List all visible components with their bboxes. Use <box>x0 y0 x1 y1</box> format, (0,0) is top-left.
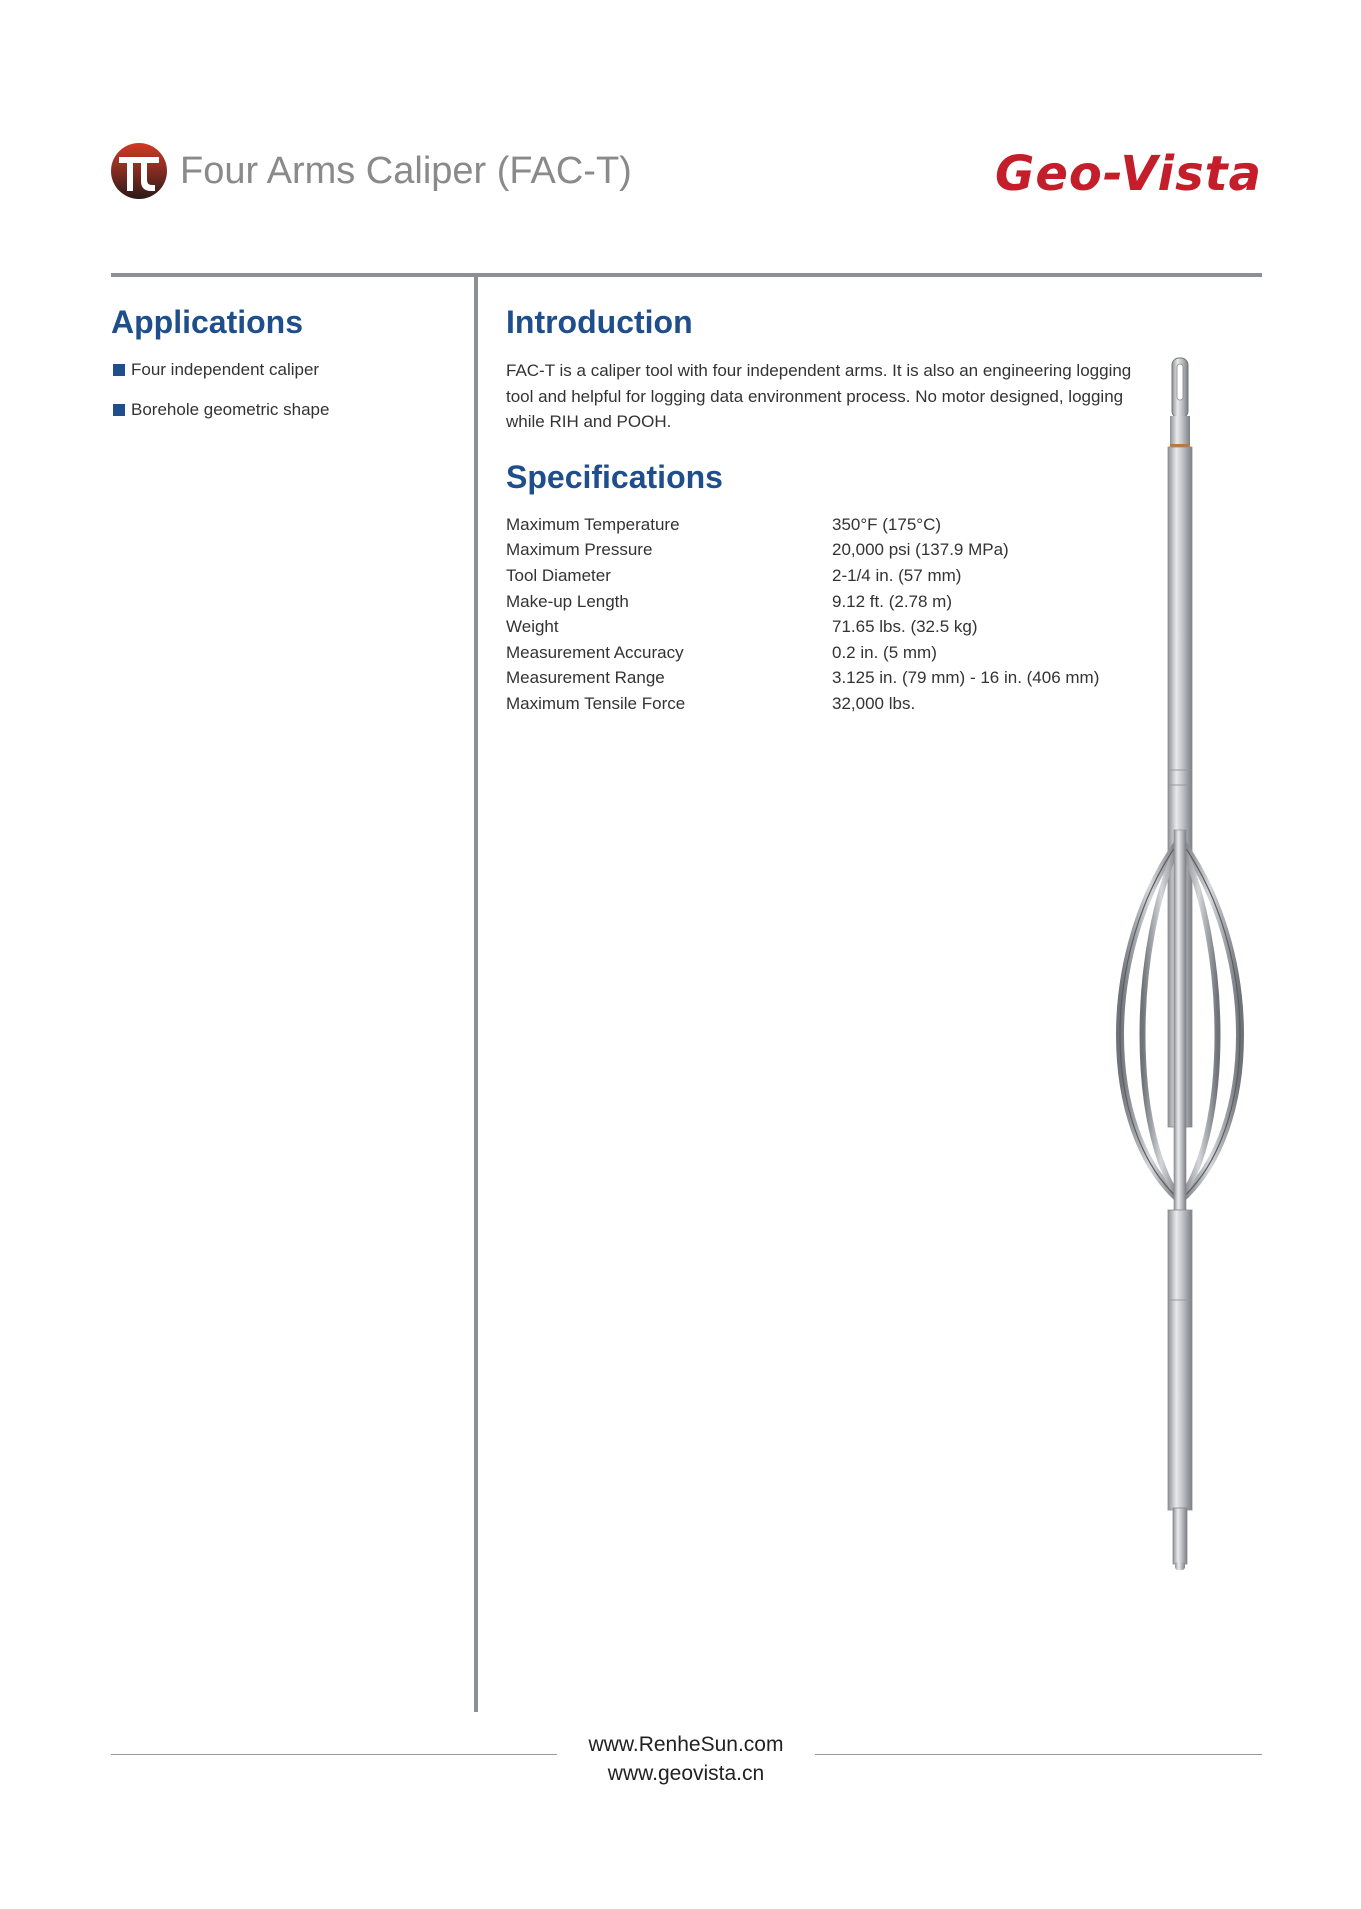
spec-value: 32,000 lbs. <box>832 693 916 713</box>
spec-label: Tool Diameter <box>506 565 611 585</box>
table-row <box>506 589 1099 615</box>
list-item-label: Four independent caliper <box>131 360 320 379</box>
spec-label: Maximum Pressure <box>506 540 653 560</box>
spec-value: 9.12 ft. (2.78 m) <box>832 591 952 611</box>
square-bullet-icon <box>113 364 125 376</box>
table-row <box>506 563 1099 589</box>
spec-value: 3.125 in. (79 mm) - 16 in. (406 mm) <box>832 668 1100 688</box>
introduction-text: FAC-T is a caliper tool with four independent arms. It is also an engineering logging tool and helpful for logging data environment process. No motor designed, logging while RIH and POOH. <box>506 361 1132 431</box>
footer-divider-right <box>815 1754 1262 1755</box>
spec-value: 350°F (175°C) <box>832 514 942 534</box>
square-bullet-icon <box>113 404 125 416</box>
spec-value: 0.2 in. (5 mm) <box>832 642 937 662</box>
applications-heading: Applications <box>111 304 304 340</box>
table-row <box>506 538 1099 564</box>
list-item <box>113 398 329 422</box>
introduction-heading: Introduction <box>506 304 693 340</box>
spec-value: 2-1/4 in. (57 mm) <box>832 565 962 585</box>
spec-value: 71.65 lbs. (32.5 kg) <box>832 617 978 637</box>
footer-link-geovista[interactable]: www.geovista.cn <box>607 1762 765 1785</box>
page-title: Four Arms Caliper (FAC-T) <box>180 150 632 192</box>
table-row <box>506 691 1099 717</box>
footer-links <box>560 1730 812 1788</box>
header-divider <box>111 273 1262 277</box>
renhesun-logo-icon <box>110 142 168 200</box>
spec-label: Weight <box>506 617 559 637</box>
column-divider <box>474 277 478 1712</box>
spec-label: Measurement Accuracy <box>506 642 684 662</box>
caliper-tool-image <box>1100 350 1260 1576</box>
brand-logo: Geo-Vista <box>994 146 1262 202</box>
spec-label: Make-up Length <box>506 591 629 611</box>
table-row <box>506 666 1099 692</box>
specifications-heading: Specifications <box>506 459 723 495</box>
spec-value: 20,000 psi (137.9 MPa) <box>832 540 1009 560</box>
specifications-table <box>506 512 1099 717</box>
applications-list <box>113 358 329 438</box>
list-item <box>113 358 329 382</box>
list-item-label: Borehole geometric shape <box>131 400 330 419</box>
table-row <box>506 512 1099 538</box>
spec-label: Maximum Temperature <box>506 514 680 534</box>
spec-label: Measurement Range <box>506 668 665 688</box>
footer-divider-left <box>111 1754 557 1755</box>
table-row <box>506 640 1099 666</box>
footer-link-renhesun[interactable]: www.RenheSun.com <box>588 1733 784 1756</box>
spec-label: Maximum Tensile Force <box>506 693 686 713</box>
table-row <box>506 614 1099 640</box>
